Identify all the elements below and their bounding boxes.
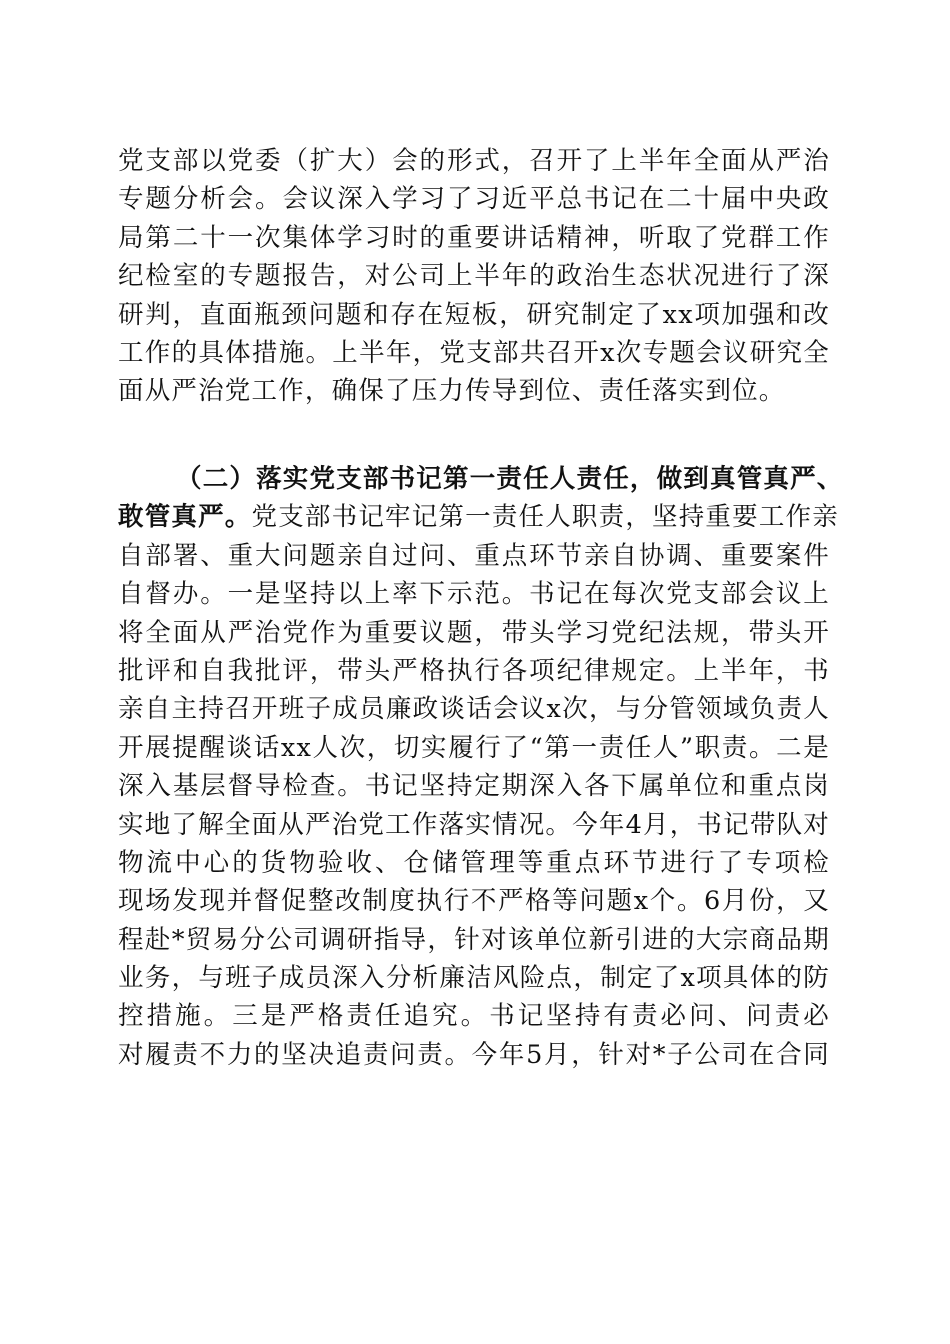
paragraph-1 [118,142,830,411]
paragraph-2-line: 将全面从严治党作为重要议题，带头学习党纪法规，带头开 [118,617,830,648]
paragraph-2-line: 物流中心的货物验收、仓储管理等重点环节进行了专项检 [118,847,830,878]
paragraph-1-line: 面从严治党工作，确保了压力传导到位、责任落实到位。 [118,376,786,407]
paragraph-2-line: 控措施。三是严格责任追究。书记坚持有责必问、问责必 [118,1001,830,1032]
paragraph-2-line: 开展提醒谈话xx人次，切实履行了“第一责任人”职责。二是 [118,732,830,763]
paragraph-2-line: 自督办。一是坚持以上率下示范。书记在每次党支部会议上 [118,579,830,610]
paragraph-2-line: 程赴*贸易分公司调研指导，针对该单位新引进的大宗商品期 [118,924,830,955]
paragraph-2-line: 深入基层督导检查。书记坚持定期深入各下属单位和重点岗 [118,771,830,802]
section-heading: （二）落实党支部书记第一责任人责任，做到真管真严、 [176,464,844,494]
paragraph-1-line: 研判，直面瓶颈问题和存在短板，研究制定了xx项加强和改 [118,299,830,330]
paragraph-2-line: 自部署、重大问题亲自过问、重点环节亲自协调、重要案件 [118,540,830,571]
paragraph-1-line: 局第二十一次集体学习时的重要讲话精神，听取了党群工作 [118,222,830,253]
paragraph-2 [118,460,844,1074]
paragraph-2-line [118,498,839,536]
paragraph-1-line: 纪检室的专题报告，对公司上半年的政治生态状况进行了深 [118,261,830,292]
paragraph-2-line: 实地了解全面从严治党工作落实情况。今年4月，书记带队对 [118,809,830,840]
paragraph-1-line: 党支部以党委（扩大）会的形式，召开了上半年全面从严治 [118,146,830,176]
paragraph-1-line: 工作的具体措施。上半年，党支部共召开x次专题会议研究全 [118,337,830,368]
paragraph-2-line: 批评和自我批评，带头严格执行各项纪律规定。上半年，书 [118,655,830,686]
paragraph-2-line: 现场发现并督促整改制度执行不严格等问题x个。6月份，又 [118,886,830,917]
paragraph-2-line: 亲自主持召开班子成员廉政谈话会议x次，与分管领域负责人 [118,694,830,725]
paragraph-2-line: 对履责不力的坚决追责问责。今年5月，针对*子公司在合同 [118,1039,830,1070]
paragraph-2-line: 业务，与班子成员深入分析廉洁风险点，制定了x项具体的防 [118,963,830,994]
section-heading-end: 敢管真严。 [118,502,252,533]
paragraph-1-line: 专题分析会。会议深入学习了习近平总书记在二十届中央政 [118,184,830,215]
paragraph-2-line-rest: 党支部书记牢记第一责任人职责，坚持重要工作亲 [251,502,839,533]
